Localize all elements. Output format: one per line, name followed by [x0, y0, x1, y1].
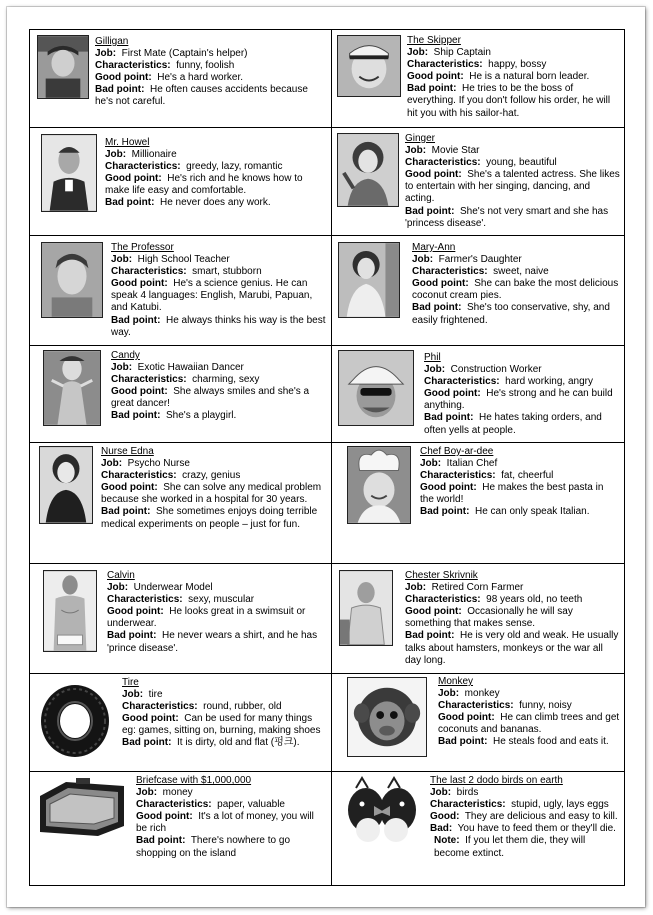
characteristics-value: funny, noisy	[519, 700, 572, 712]
good-point-label: Good point:	[111, 386, 168, 398]
good-point-label: Good point:	[438, 712, 495, 724]
job-value: tire	[148, 689, 163, 701]
bad-point-label: Bad point:	[101, 506, 151, 518]
bad-value: You have to feed them or they'll die.	[457, 823, 616, 835]
good-point-value: She always smiles and she's a great dancer!	[111, 386, 310, 410]
bad-point-label: Bad point:	[111, 410, 161, 422]
good-point-label: Good point:	[407, 71, 464, 83]
card-name: Briefcase with $1,000,000	[136, 775, 252, 786]
card-gilligan	[30, 30, 332, 128]
card-mary-ann	[332, 236, 625, 346]
characteristics-value: charming, sexy	[192, 374, 260, 386]
characteristics-value: round, rubber, old	[203, 701, 282, 713]
characteristics-label: Characteristics:	[107, 594, 183, 606]
good-point-label: Good point:	[420, 482, 477, 494]
job-value: Retired Corn Farmer	[431, 582, 524, 594]
characteristics-label: Characteristics:	[111, 374, 187, 386]
good-point-label: Good point:	[405, 606, 462, 618]
characteristics-label: Characteristics:	[105, 161, 181, 173]
bad-point-value: He steals food and eats it.	[493, 736, 609, 748]
card-name: Chef Boy-ar-dee	[420, 446, 494, 457]
characteristics-label: Characteristics:	[424, 376, 500, 388]
card-name: Calvin	[107, 570, 135, 581]
card-mr-howel	[30, 128, 332, 236]
bad-point-value: She's too conservative, shy, and easily frightened.	[412, 302, 610, 326]
job-label: Job:	[438, 688, 460, 700]
phil-photo	[338, 350, 414, 426]
bad-point-label: Bad point:	[136, 835, 186, 847]
characteristics-value: smart, stubborn	[192, 266, 262, 278]
good-point-label: Good point:	[105, 173, 162, 185]
monkey-photo	[347, 677, 427, 757]
card-name: Tire	[122, 677, 139, 688]
card-name: Nurse Edna	[101, 446, 154, 457]
card-calvin	[30, 564, 332, 674]
card-name: The last 2 dodo birds on earth	[430, 775, 563, 786]
job-value: money	[162, 787, 193, 799]
good-point-value: He is a natural born leader.	[469, 71, 590, 83]
characteristics-label: Characteristics:	[122, 701, 198, 713]
job-label: Job:	[405, 582, 427, 594]
chef-photo	[347, 446, 411, 524]
bad-point-value: He tries to be the boss of everything. If you don't follow his order, he will hit you with his sailor-hat.	[407, 83, 611, 119]
candy-photo	[43, 350, 101, 426]
document-page	[7, 7, 645, 907]
characteristics-value: paper, valuable	[217, 799, 285, 811]
good-point-value: He's strong and he can build anything.	[424, 388, 613, 412]
job-label: Job:	[122, 689, 144, 701]
good-point-value: He's a hard worker.	[157, 72, 244, 84]
card-name: The Skipper	[407, 35, 461, 46]
job-value: Exotic Hawaiian Dancer	[137, 362, 244, 374]
good-label: Good:	[430, 811, 460, 823]
ginger-photo	[337, 133, 399, 207]
bad-point-value: He always thinks his way is the best way.	[111, 314, 326, 338]
job-label: Job:	[420, 458, 442, 470]
card-name: Ginger	[405, 133, 436, 144]
professor-photo	[41, 242, 103, 318]
good-point-label: Good point:	[95, 72, 152, 84]
job-label: Job:	[111, 254, 133, 266]
note-label: Note:	[434, 835, 460, 847]
bad-point-label: Bad point:	[438, 736, 488, 748]
card-the-professor	[30, 236, 332, 346]
characteristics-label: Characteristics:	[136, 799, 212, 811]
job-value: Psycho Nurse	[127, 458, 190, 470]
job-label: Job:	[101, 458, 123, 470]
bad-point-label: Bad point:	[95, 84, 145, 96]
good-point-value: Occasionally he will say something that makes sense.	[405, 606, 573, 630]
characteristics-label: Characteristics:	[430, 799, 506, 811]
good-point-value: Can be used for many things eg: games, sitting on, burning, making shoes	[122, 713, 321, 737]
job-value: High School Teacher	[137, 254, 230, 266]
job-label: Job:	[412, 254, 434, 266]
characteristics-label: Characteristics:	[405, 594, 481, 606]
good-point-value: She can bake the most delicious coconut cream pies.	[412, 278, 619, 302]
characteristics-label: Characteristics:	[407, 59, 483, 71]
bad-point-value: There's nowhere to go shopping on the island	[136, 835, 291, 859]
dodo-birds-photo	[338, 776, 424, 848]
bad-point-label: Bad point:	[107, 630, 157, 642]
job-value: Farmer's Daughter	[438, 254, 522, 266]
characteristics-value: funny, foolish	[176, 60, 235, 72]
characteristics-label: Characteristics:	[412, 266, 488, 278]
job-value: First Mate (Captain's helper)	[121, 48, 248, 60]
job-value: monkey	[464, 688, 500, 700]
card-tire	[30, 674, 332, 772]
bad-point-value: He never wears a shirt, and he has 'prince disease'.	[107, 630, 318, 654]
card-dodo-birds	[332, 772, 625, 886]
bad-point-value: She's a playgirl.	[166, 410, 237, 422]
bad-point-label: Bad point:	[412, 302, 462, 314]
bad-label: Bad:	[430, 823, 453, 835]
job-value: Ship Captain	[433, 47, 491, 59]
job-label: Job:	[111, 362, 133, 374]
job-value: Movie Star	[431, 145, 480, 157]
card-ginger	[332, 128, 625, 236]
bad-point-value: She's not very smart and she has 'princess disease'.	[405, 205, 609, 229]
calvin-photo	[43, 570, 97, 652]
card-nurse-edna	[30, 443, 332, 564]
characteristics-value: crazy, genius	[182, 470, 241, 482]
bad-point-value: It is dirty, old and flat (펑크).	[177, 737, 300, 749]
job-value: birds	[456, 787, 479, 799]
job-label: Job:	[136, 787, 158, 799]
gilligan-photo	[37, 35, 89, 99]
bad-point-label: Bad point:	[424, 412, 474, 424]
good-point-label: Good point:	[111, 278, 168, 290]
bad-point-value: He can only speak Italian.	[475, 506, 590, 518]
card-chef-boy-ar-dee	[332, 443, 625, 564]
characteristics-value: sexy, muscular	[188, 594, 255, 606]
briefcase-photo	[36, 776, 128, 838]
job-value: Underwear Model	[133, 582, 213, 594]
bad-point-value: He hates taking orders, and often yells at people.	[424, 412, 602, 436]
good-point-label: Good point:	[101, 482, 158, 494]
good-point-value: He looks great in a swimsuit or underwear.	[107, 606, 306, 630]
job-value: Millionaire	[131, 149, 177, 161]
mary-ann-photo	[338, 242, 400, 318]
characteristics-label: Characteristics:	[101, 470, 177, 482]
good-point-value: He makes the best pasta in the world!	[420, 482, 604, 506]
good-point-label: Good point:	[136, 811, 193, 823]
job-label: Job:	[405, 145, 427, 157]
characteristics-value: happy, bossy	[488, 59, 547, 71]
bad-point-label: Bad point:	[407, 83, 457, 95]
job-label: Job:	[424, 364, 446, 376]
card-candy	[30, 346, 332, 443]
card-name: Gilligan	[95, 36, 129, 47]
card-chester-skrivnik	[332, 564, 625, 674]
good-point-label: Good point:	[107, 606, 164, 618]
card-briefcase	[30, 772, 332, 886]
characteristics-label: Characteristics:	[420, 470, 496, 482]
good-point-value: She's a talented actress. She likes to entertain with her singing, dancing, and acting.	[405, 169, 620, 205]
card-name: Chester Skrivnik	[405, 570, 478, 581]
good-point-label: Good point:	[412, 278, 469, 290]
card-name: Monkey	[438, 676, 474, 687]
skipper-photo	[337, 35, 401, 97]
bad-point-value: He never does any work.	[160, 197, 271, 209]
bad-point-label: Bad point:	[111, 314, 161, 326]
card-the-skipper	[332, 30, 625, 128]
mr-howel-photo	[41, 134, 97, 212]
note-value: If you let them die, they will become extinct.	[434, 835, 586, 859]
bad-point-label: Bad point:	[122, 737, 172, 749]
characteristics-label: Characteristics:	[438, 700, 514, 712]
bad-point-label: Bad point:	[405, 630, 455, 642]
job-value: Italian Chef	[446, 458, 498, 470]
bad-point-value: He often causes accidents because he's not careful.	[95, 84, 308, 108]
good-point-value: He can climb trees and get coconuts and bananas.	[438, 712, 620, 736]
good-point-value: It's a lot of money, you will be rich	[136, 811, 314, 835]
chester-photo	[339, 570, 393, 646]
card-monkey	[332, 674, 625, 772]
bad-point-label: Bad point:	[105, 197, 155, 209]
good-point-label: Good point:	[424, 388, 481, 400]
job-label: Job:	[407, 47, 429, 59]
good-value: They are delicious and easy to kill.	[464, 811, 618, 823]
characteristics-value: sweet, naive	[493, 266, 549, 278]
job-label: Job:	[95, 48, 117, 60]
bad-point-value: He is very old and weak. He usually talks about hamsters, monkeys or the war all day long.	[405, 630, 619, 666]
characteristics-value: hard working, angry	[505, 376, 593, 388]
characteristics-label: Characteristics:	[405, 157, 481, 169]
card-name: Candy	[111, 350, 140, 361]
bad-point-value: She sometimes enjoys doing terrible medical experiments on people – just for fun.	[101, 506, 318, 530]
characteristics-label: Characteristics:	[111, 266, 187, 278]
good-point-value: He's rich and he knows how to make life easy and comfortable.	[105, 173, 303, 197]
characteristics-value: stupid, ugly, lays eggs	[511, 799, 609, 811]
characteristics-label: Characteristics:	[95, 60, 171, 72]
characteristics-value: 98 years old, no teeth	[486, 594, 583, 606]
nurse-edna-photo	[39, 446, 93, 524]
character-card-table	[29, 29, 625, 886]
card-name: Phil	[424, 352, 441, 363]
bad-point-label: Bad point:	[405, 205, 455, 217]
good-point-value: She can solve any medical problem because she worked in a hospital for 30 years.	[101, 482, 322, 506]
good-point-label: Good point:	[405, 169, 462, 181]
tire-photo	[36, 682, 114, 760]
characteristics-value: young, beautiful	[486, 157, 557, 169]
bad-point-label: Bad point:	[420, 506, 470, 518]
job-label: Job:	[430, 787, 452, 799]
characteristics-value: greedy, lazy, romantic	[186, 161, 283, 173]
job-label: Job:	[107, 582, 129, 594]
job-label: Job:	[105, 149, 127, 161]
good-point-label: Good point:	[122, 713, 179, 725]
card-phil	[332, 346, 625, 443]
card-name: Mr. Howel	[105, 137, 150, 148]
card-name: The Professor	[111, 242, 174, 253]
good-point-value: He's a science genius. He can speak 4 languages: English, Marubi, Papuan, and Katubi.	[111, 278, 313, 314]
characteristics-value: fat, cheerful	[501, 470, 554, 482]
card-name: Mary-Ann	[412, 242, 456, 253]
job-value: Construction Worker	[450, 364, 542, 376]
